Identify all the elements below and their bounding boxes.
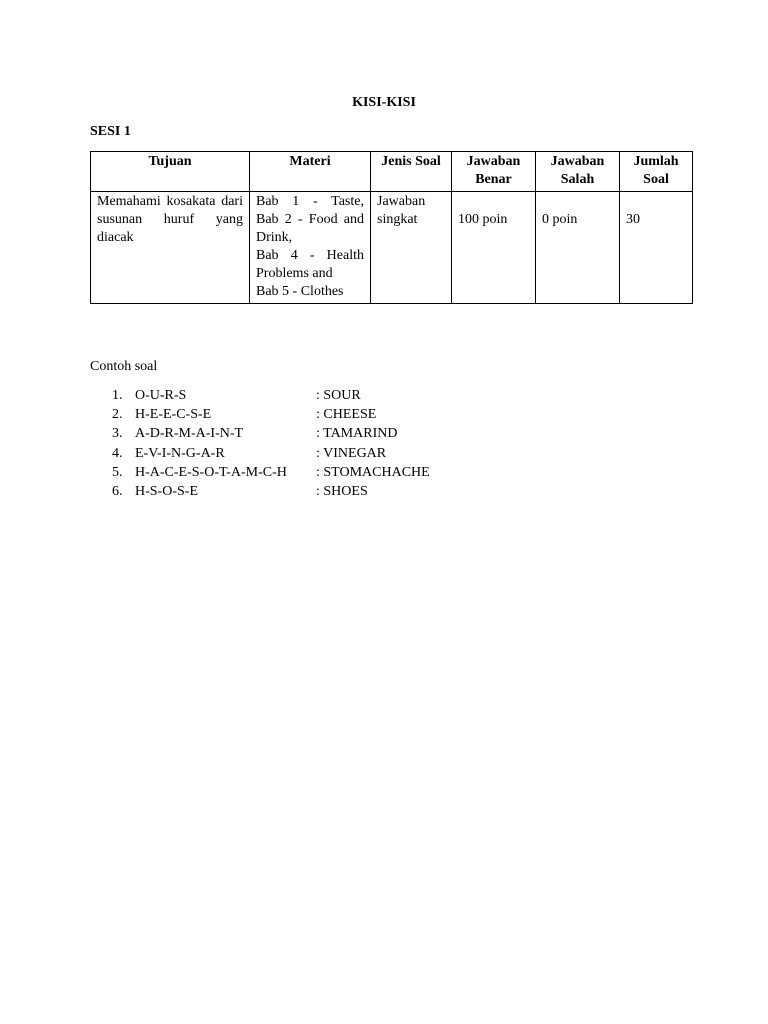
cell-jumlah-soal: 30 [620,192,693,304]
answer-word: : TAMARIND [316,426,398,442]
answer-word: : VINEGAR [316,445,387,461]
scrambled-word: A-D-R-M-A-I-N-T [135,426,244,442]
item-number: 3. [112,426,123,442]
grid-table [90,151,693,304]
cell-materi: Bab 1 - Taste, Bab 2 - Food and Drink, Bab 4 - Health Problems and Bab 5 - Clothes [250,192,371,304]
item-number: 5. [112,464,123,480]
table-header-row [91,152,693,192]
header-jenis-soal: Jenis Soal [371,152,452,192]
examples-label: Contoh soal [90,359,158,374]
document-title: KISI-KISI [352,95,416,110]
cell-jawaban-salah: 0 poin [536,192,620,304]
item-number: 1. [112,388,123,403]
answer-word: : SOUR [316,388,361,403]
scrambled-word: E-V-I-N-G-A-R [135,445,225,461]
table-row [91,192,693,304]
item-number: 4. [112,445,123,461]
header-jawaban-benar: Jawaban Benar [452,152,536,192]
scrambled-word: H-E-E-C-S-E [135,407,212,423]
scrambled-word: O-U-R-S [135,388,187,403]
header-jawaban-salah: Jawaban Salah [536,152,620,192]
cell-jawaban-benar: 100 poin [452,192,536,304]
header-tujuan: Tujuan [91,152,250,192]
scrambled-word: H-A-C-E-S-O-T-A-M-C-H [135,464,287,480]
item-number: 2. [112,407,123,423]
header-jumlah-soal: Jumlah Soal [620,152,693,192]
session-title: SESI 1 [90,124,131,139]
cell-tujuan: Memahami kosakata dari susunan huruf yang diacak [91,192,250,304]
answer-word: : STOMACHACHE [316,464,430,480]
header-materi: Materi [250,152,371,192]
answer-word: : SHOES [316,483,368,499]
item-number: 6. [112,483,123,499]
cell-jenis-soal: Jawaban singkat [371,192,452,304]
answer-word: : CHEESE [316,407,377,423]
scrambled-word: H-S-O-S-E [135,483,198,499]
